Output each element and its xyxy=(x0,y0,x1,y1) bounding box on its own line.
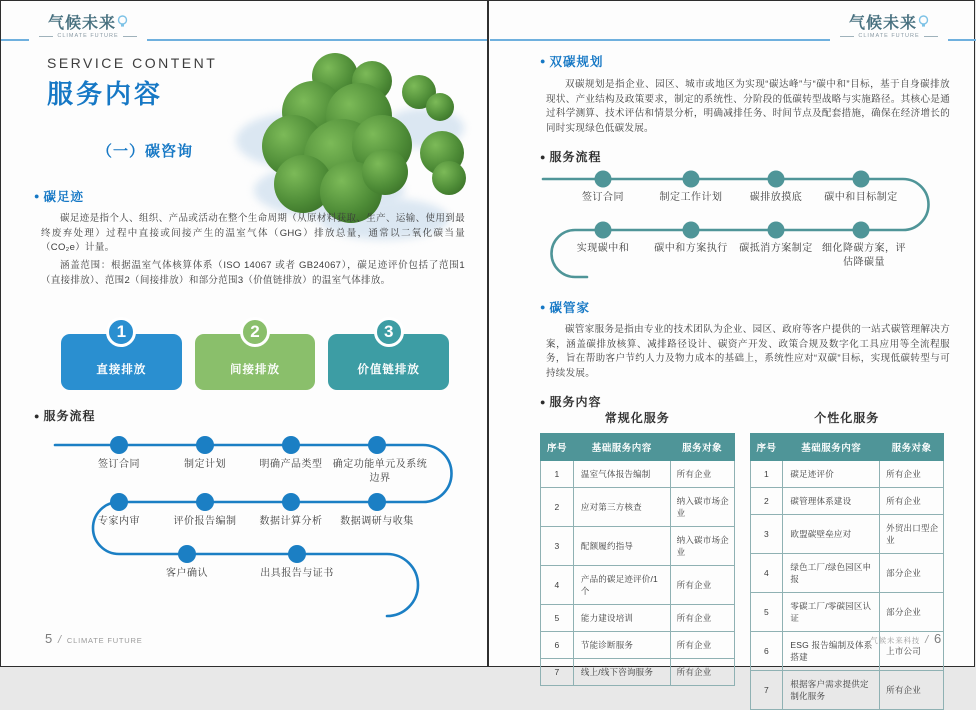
service-target: 部分企业 xyxy=(880,554,944,593)
personalized-services-table xyxy=(750,433,945,710)
service-name: 应对第三方核查 xyxy=(573,488,670,527)
column-header: 基础服务内容 xyxy=(783,434,880,461)
page-right xyxy=(490,1,976,701)
brand-name-cn: 气候未来 xyxy=(29,15,147,33)
service-name: 根据客户需求提供定制化服务 xyxy=(783,671,880,710)
service-name: 碳足迹评价 xyxy=(783,461,880,488)
service-target: 纳入碳市场企业 xyxy=(670,488,734,527)
carbon-consulting-flowchart xyxy=(49,426,469,636)
footer-text: 气候未来科技 xyxy=(870,636,921,645)
column-header: 序号 xyxy=(541,434,574,461)
service-name: 零碳工厂/零碳园区认证 xyxy=(783,593,880,632)
footer-left xyxy=(45,631,143,646)
table-row xyxy=(750,515,944,554)
flow-line-graphic xyxy=(535,161,945,296)
column-header: 服务对象 xyxy=(670,434,734,461)
dual-carbon-flowchart xyxy=(535,161,945,296)
regular-services-table xyxy=(540,433,735,686)
flow-step: 制定计划 xyxy=(184,459,226,470)
footprint-para-1: 碳足迹是指个人、组织、产品或活动在整个生命周期（从原材料获取、生产、运输、使用到最终废弃处理）过程中直接或间接产生的温室气体（GHG）排放总量，通常以二氧化碳当量（CO₂e）计量。 xyxy=(41,213,465,254)
service-tables xyxy=(540,409,944,710)
row-index: 7 xyxy=(541,659,574,686)
flow-step: 细化降碳方案，评估降碳量 xyxy=(822,243,906,268)
table-row xyxy=(541,566,735,605)
flow-step: 数据调研与收集 xyxy=(340,516,414,527)
service-name: 配额履约指导 xyxy=(573,527,670,566)
flow-step: 签订合同 xyxy=(98,459,140,470)
page-seam-divider xyxy=(487,1,489,666)
scope-direct xyxy=(61,317,182,390)
scope-label: 价值链排放 xyxy=(328,334,449,390)
table-row xyxy=(541,527,735,566)
row-index: 3 xyxy=(541,527,574,566)
section-carbon-footprint xyxy=(34,187,84,205)
column-header: 服务对象 xyxy=(880,434,944,461)
flow-step: 出具报告与证书 xyxy=(260,568,334,579)
service-target: 所有企业 xyxy=(880,671,944,710)
footprint-para-2: 涵盖范围：根据温室气体核算体系（ISO 14067 或者 GB24067），碳足迹评价包括了范围1（直接排放）、范围2（间接排放）和部分范围3（价值链排放）的温室气体排放。 xyxy=(41,260,465,286)
service-target: 所有企业 xyxy=(670,632,734,659)
scope-number-badge: 1 xyxy=(106,317,136,347)
footprint-paragraphs xyxy=(41,212,465,289)
flow-step: 碳排放摸底 xyxy=(749,192,803,203)
table-row xyxy=(750,554,944,593)
table-row xyxy=(750,488,944,515)
row-index: 2 xyxy=(541,488,574,527)
flow-step: 碳中和方案执行 xyxy=(654,243,728,254)
section-heading: 碳足迹 xyxy=(43,190,84,204)
table-row xyxy=(541,488,735,527)
table-row xyxy=(541,632,735,659)
brand-name-cn: 气候未来 xyxy=(830,15,948,33)
service-target: 所有企业 xyxy=(880,488,944,515)
scope-indirect xyxy=(195,317,316,390)
service-target: 所有企业 xyxy=(670,605,734,632)
row-index: 4 xyxy=(541,566,574,605)
flow-step: 专家内审 xyxy=(98,516,140,527)
service-target: 外贸出口型企业 xyxy=(880,515,944,554)
flow-step: 客户确认 xyxy=(166,568,208,579)
section-dual-carbon-planning xyxy=(540,52,603,70)
table-title: 常规化服务 xyxy=(604,411,670,425)
service-target: 所有企业 xyxy=(670,461,734,488)
logo-bulb-icon xyxy=(918,15,929,33)
manager-paragraph: 碳管家服务是指由专业的技术团队为企业、园区、政府等客户提供的一站式碳管理解决方案，涵盖碳排放核算、减排路径设计、碳资产开发、政策合规及数字化工具应用等全流程服务，旨在帮助客户节约人力及物力成本的基础上，系统性应对“双碳”目标，实现低碳转型与可持续发展。 xyxy=(546,324,950,380)
table-row xyxy=(541,605,735,632)
flow-step: 确定功能单元及系统边界 xyxy=(332,459,428,484)
brand-logo xyxy=(29,15,147,51)
flow-step: 碳抵消方案制定 xyxy=(739,243,813,254)
service-name: 能力建设培训 xyxy=(573,605,670,632)
logo-bulb-icon xyxy=(117,15,128,33)
row-index: 5 xyxy=(750,593,783,632)
brand-name-en: CLIMATE FUTURE xyxy=(29,33,147,39)
scope-label: 间接排放 xyxy=(195,334,316,390)
bullet-icon: ● xyxy=(540,396,547,407)
table-row xyxy=(750,461,944,488)
table-row xyxy=(750,593,944,632)
section-service-content xyxy=(540,393,601,410)
scope-label: 直接排放 xyxy=(61,334,182,390)
service-name: 绿色工厂/绿色园区申报 xyxy=(783,554,880,593)
eyebrow-title: SERVICE CONTENT xyxy=(47,55,218,71)
planning-paragraph: 双碳规划是指企业、园区、城市或地区为实现“碳达峰”与“碳中和”目标，基于自身碳排放现状、产业结构及政策要求，制定的系统性、分阶段的低碳转型战略与实施路径。其核心是通过科学测算、技术评估和情景分析，明确减排任务、时间节点及配套措施，确保在经济增长的同时实现绿色低碳发展。 xyxy=(546,79,950,135)
bullet-icon: ● xyxy=(540,56,547,66)
flow-step: 明确产品类型 xyxy=(259,459,323,470)
service-name: 节能诊断服务 xyxy=(573,632,670,659)
scope-number-badge: 2 xyxy=(240,317,270,347)
table-row xyxy=(541,659,735,686)
footer-text: CLIMATE FUTURE xyxy=(66,636,143,645)
service-target: 所有企业 xyxy=(670,566,734,605)
column-header: 基础服务内容 xyxy=(573,434,670,461)
bullet-icon: ● xyxy=(34,191,41,201)
footer-separator: / xyxy=(925,634,929,646)
row-index: 4 xyxy=(750,554,783,593)
flow-step: 制定工作计划 xyxy=(659,192,723,203)
service-name: 欧盟碳壁垒应对 xyxy=(783,515,880,554)
flow-step: 实现碳中和 xyxy=(576,243,630,254)
section-carbon-manager xyxy=(540,298,590,316)
section-heading: 服务流程 xyxy=(549,150,602,164)
row-index: 6 xyxy=(541,632,574,659)
flow-step: 碳中和目标制定 xyxy=(824,192,898,203)
row-index: 6 xyxy=(750,632,783,671)
footer-right xyxy=(870,631,942,646)
service-name: 温室气体报告编制 xyxy=(573,461,670,488)
table-title: 个性化服务 xyxy=(814,411,880,425)
bullet-icon: ● xyxy=(540,302,547,312)
section-heading: 服务流程 xyxy=(43,409,96,423)
table-row xyxy=(541,461,735,488)
bullet-icon: ● xyxy=(540,151,547,162)
emission-scopes xyxy=(61,317,449,390)
column-header: 序号 xyxy=(750,434,783,461)
scope-number-badge: 3 xyxy=(374,317,404,347)
service-name: 线上/线下咨询服务 xyxy=(573,659,670,686)
service-name: 碳管理体系建设 xyxy=(783,488,880,515)
service-name: ESG 报告编制及体系搭建 xyxy=(783,632,880,671)
personalized-services-column xyxy=(750,409,945,710)
page-number: 6 xyxy=(933,631,942,646)
flow-step: 签订合同 xyxy=(582,192,624,203)
page-number: 5 xyxy=(45,631,54,646)
flow-step: 数据计算分析 xyxy=(259,516,323,527)
table-row xyxy=(750,671,944,710)
row-index: 5 xyxy=(541,605,574,632)
regular-services-column xyxy=(540,409,735,710)
service-name: 产品的碳足迹评价/1个 xyxy=(573,566,670,605)
brand-name-en: CLIMATE FUTURE xyxy=(830,33,948,39)
scope-value-chain xyxy=(328,317,449,390)
bullet-icon: ● xyxy=(34,410,41,421)
page-title: 服务内容 xyxy=(47,79,164,109)
footer-separator: / xyxy=(58,634,62,646)
row-index: 7 xyxy=(750,671,783,710)
service-target: 所有企业 xyxy=(670,659,734,686)
category-title: （一）碳咨询 xyxy=(97,143,194,160)
service-target: 上市公司 xyxy=(880,632,944,671)
section-service-process-left xyxy=(34,407,95,424)
section-heading: 碳管家 xyxy=(549,301,590,315)
tree-aerial-illustration xyxy=(234,53,466,238)
page-left xyxy=(1,1,487,666)
row-index: 3 xyxy=(750,515,783,554)
row-index: 1 xyxy=(750,461,783,488)
service-target: 纳入碳市场企业 xyxy=(670,527,734,566)
row-index: 2 xyxy=(750,488,783,515)
section-heading: 服务内容 xyxy=(549,395,602,409)
brand-logo xyxy=(830,15,948,51)
service-target: 部分企业 xyxy=(880,593,944,632)
row-index: 1 xyxy=(541,461,574,488)
flow-step: 评价报告编制 xyxy=(173,516,237,527)
section-heading: 双碳规划 xyxy=(549,55,604,69)
service-target: 所有企业 xyxy=(880,461,944,488)
